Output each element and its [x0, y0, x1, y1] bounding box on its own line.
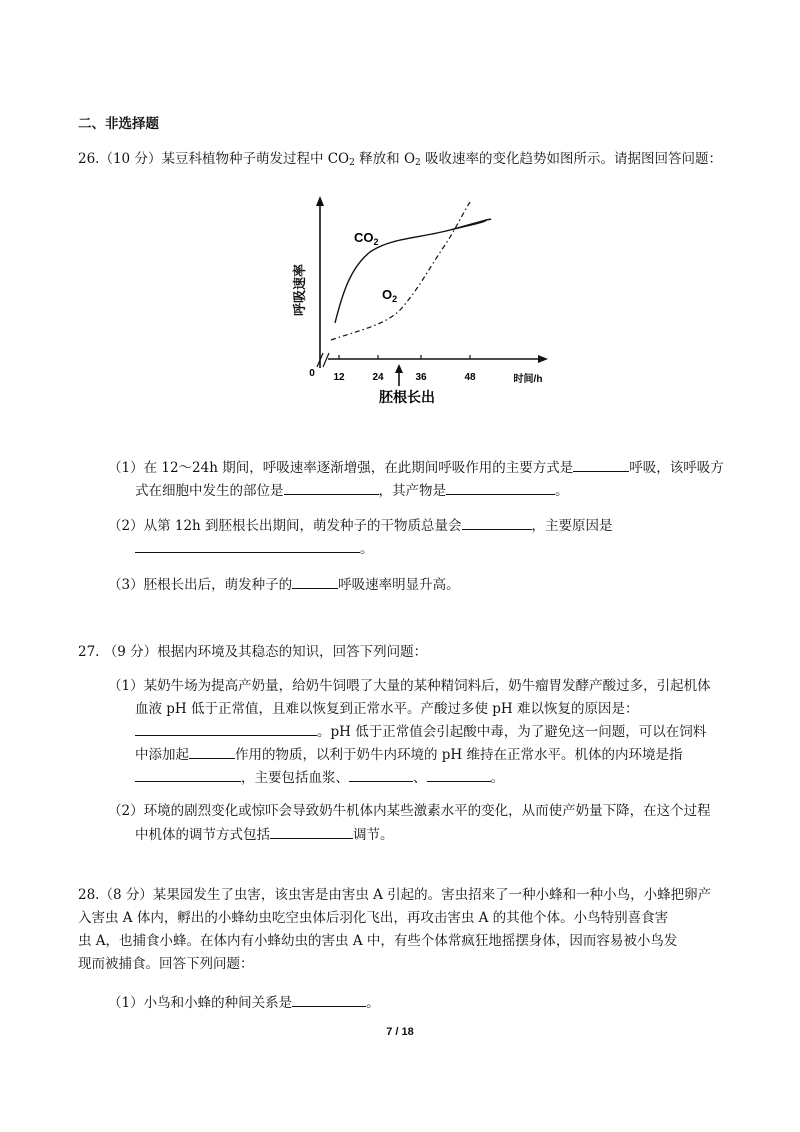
x-tick-label: 12	[333, 372, 345, 383]
subscript: 2	[392, 294, 398, 304]
subscript: 2	[349, 158, 355, 168]
q26-sub1-line2	[135, 481, 569, 500]
origin-label: 0	[309, 368, 315, 379]
q28-line1: 28.（8 分）某果园发生了虫害，该虫害是由害虫 A 引起的。害虫招来了一种小蜂和一种小鸟，小蜂把卵产	[78, 887, 712, 903]
q26-sub3	[108, 575, 460, 594]
q26-stem	[78, 150, 722, 168]
text: （1）小鸟和小蜂的种间关系是	[108, 995, 293, 1011]
text: 中机体的调节方式包括	[135, 827, 270, 843]
answer-blank[interactable]	[446, 481, 555, 495]
q27-sub1-line3	[135, 722, 706, 741]
q28-sub1	[108, 993, 380, 1012]
text: 。	[555, 483, 569, 499]
text: 。pH 低于正常值会引起酸中毒，为了避免这一问题，可以在饲料	[317, 724, 707, 740]
text: （1）在 12～24h 期间，呼吸速率逐渐增强，在此期间呼吸作用的主要方式是	[108, 460, 574, 476]
x-tick-label: 36	[415, 372, 427, 383]
q26-sub2-line2	[135, 539, 374, 558]
page-number: 7 / 18	[386, 1026, 414, 1038]
text: 、	[413, 770, 427, 786]
text: 。	[360, 541, 374, 557]
text: 呼吸，该呼吸方	[629, 460, 724, 476]
y-axis-label: 呼吸速率	[292, 263, 307, 317]
text: 中添加起	[135, 747, 189, 763]
text: ，其产物是	[378, 483, 446, 499]
q27-sub1-line5	[135, 768, 504, 787]
answer-blank[interactable]	[135, 539, 360, 553]
q26-sub2-line1	[108, 516, 613, 535]
x-axis-arrow	[538, 355, 548, 363]
co2-label-text: CO	[354, 230, 374, 245]
answer-blank[interactable]	[573, 458, 629, 472]
annotation-arrowhead	[395, 364, 403, 373]
answer-blank[interactable]	[284, 481, 379, 495]
q27-sub1-line1: （1）某奶牛场为提高产奶量，给奶牛饲喂了大量的某种精饲料后，奶牛瘤胃发酵产酸过多，引起机体	[108, 678, 711, 694]
answer-blank[interactable]	[270, 825, 353, 839]
q28-line2: 入害虫 A 体内，孵出的小蜂幼虫吃空虫体后羽化飞出，再攻击害虫 A 的其他个体。小鸟特别喜食害	[78, 910, 669, 926]
text: 作用的物质，以利于奶牛内环境的 pH 维持在正常水平。机体的内环境是指	[235, 747, 683, 763]
text: （3）胚根长出后，萌发种子的	[108, 577, 293, 593]
annotation-label: 胚根长出	[379, 389, 435, 405]
answer-blank[interactable]	[427, 768, 491, 782]
q28-line3: 虫 A，也捕食小蜂。在体内有小蜂幼虫的害虫 A 中，有些个体常疯狂地摇摆身体，因而容易被小鸟发	[78, 933, 678, 949]
axis-break-mark	[317, 353, 329, 367]
q26-sub1-line1	[108, 458, 724, 477]
q28-line4: 现而被捕食。回答下列问题：	[78, 956, 254, 972]
co2-curve-label	[354, 230, 379, 247]
answer-blank[interactable]	[189, 745, 235, 759]
text: ，主要包括血浆、	[241, 770, 349, 786]
y-axis-arrow	[316, 196, 324, 206]
x-axis-label: 时间/h	[513, 374, 543, 385]
text: 式在细胞中发生的部位是	[135, 483, 284, 499]
q27-sub1-line2: 血液 pH 低于正常值，且难以恢复到正常水平。产酸过多使 pH 难以恢复的原因是：	[135, 701, 639, 717]
text: 呼吸速率明显升高。	[338, 577, 460, 593]
q27-sub2-line1: （2）环境的剧烈变化或惊吓会导致奶牛机体内某些激素水平的变化，从而使产奶量下降，在这个过程	[108, 803, 711, 819]
answer-blank[interactable]	[349, 768, 413, 782]
answer-blank[interactable]	[292, 993, 366, 1007]
x-tick-label: 48	[464, 372, 476, 383]
q26-stem-text: 释放和 O	[354, 151, 416, 167]
text: 调节。	[353, 827, 394, 843]
subscript: 2	[415, 158, 421, 168]
section-title: 二、非选择题	[78, 116, 159, 132]
text: （2）从第 12h 到胚根长出期间，萌发种子的干物质总量会	[108, 518, 462, 534]
o2-curve-label	[382, 287, 397, 304]
q26-stem-text: 26.（10 分）某豆科植物种子萌发过程中 CO	[78, 151, 350, 167]
q27-stem: 27. （9 分）根据内环境及其稳态的知识，回答下列问题：	[78, 644, 428, 660]
text: ，主要原因是	[531, 518, 613, 534]
text: 。	[490, 770, 504, 786]
subscript: 2	[373, 237, 379, 247]
respiration-rate-figure	[290, 190, 560, 410]
answer-blank[interactable]	[135, 768, 241, 782]
x-tick-label: 24	[372, 372, 384, 383]
answer-blank[interactable]	[462, 516, 532, 530]
text: 。	[366, 995, 380, 1011]
o2-curve	[331, 202, 470, 340]
q27-sub1-line4	[135, 745, 683, 764]
answer-blank[interactable]	[135, 722, 317, 736]
o2-label-text: O	[382, 287, 393, 302]
answer-blank[interactable]	[292, 575, 338, 589]
q26-stem-text: 吸收速率的变化趋势如图所示。请据图回答问题：	[420, 151, 723, 167]
q27-sub2-line2	[135, 825, 394, 844]
